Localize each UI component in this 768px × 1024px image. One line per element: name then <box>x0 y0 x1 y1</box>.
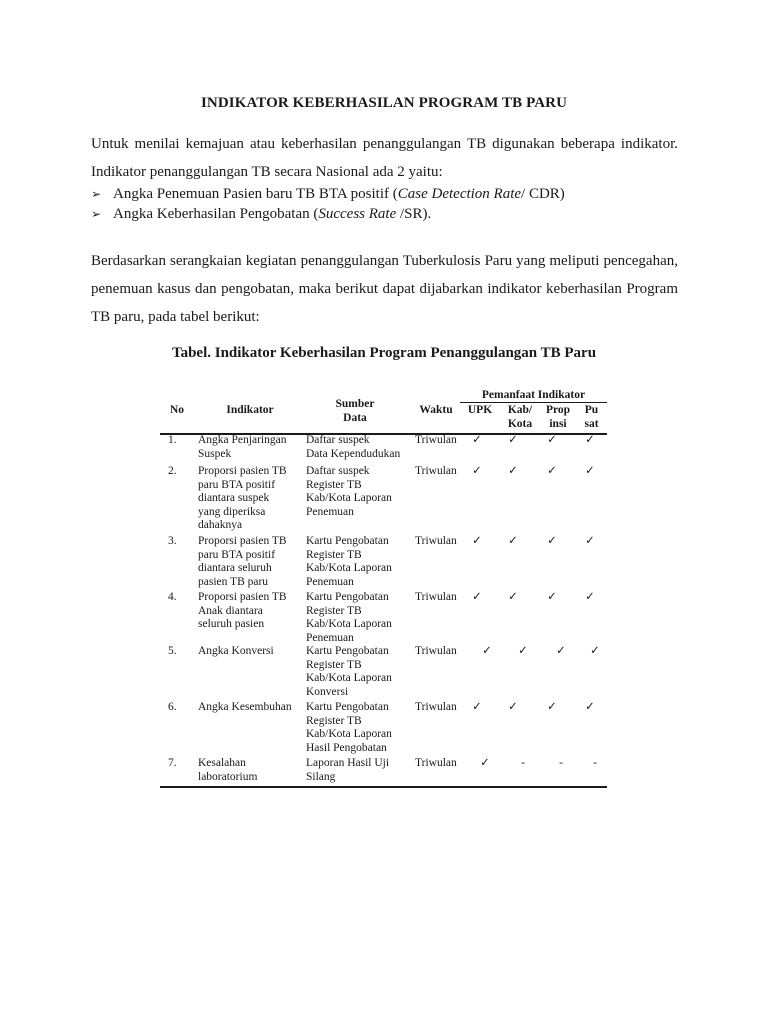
header-propinsi <box>540 404 576 431</box>
dash-mark: - <box>593 757 597 769</box>
header-line: Sumber <box>335 398 375 410</box>
check-icon: ✓ <box>547 434 557 446</box>
cell-no: 5. <box>168 645 177 657</box>
cell-line: Kab/Kota Laporan <box>306 562 392 575</box>
cell-indikator <box>198 465 308 533</box>
cell-line: Konversi <box>306 685 349 698</box>
cell-line: Kab/Kota Laporan <box>306 672 392 685</box>
cell-line: paru BTA positif <box>198 478 276 491</box>
cell-waktu: Triwulan <box>415 701 457 713</box>
paragraph-line: TB paru, pada tabel berikut: <box>91 309 260 325</box>
cell-line: seluruh pasien <box>198 618 265 631</box>
document-title: INDIKATOR KEBERHASILAN PROGRAM TB PARU <box>200 95 568 111</box>
check-icon: ✓ <box>585 434 595 446</box>
cell-line: Kartu Pengobatan <box>306 535 389 547</box>
cell-no: 6. <box>168 701 177 713</box>
check-icon: ✓ <box>508 701 518 713</box>
cell-waktu: Triwulan <box>415 535 457 547</box>
cell-line: Angka Penjaringan <box>198 434 287 446</box>
cell-line: Penemuan <box>306 505 354 518</box>
cell-waktu: Triwulan <box>415 591 457 603</box>
cell-no: 7. <box>168 757 177 769</box>
bottom-rule <box>160 786 607 788</box>
check-icon: ✓ <box>472 701 482 713</box>
cell-line: Daftar suspek <box>306 465 370 477</box>
cell-line: laboratorium <box>198 770 258 783</box>
check-icon: ✓ <box>518 645 528 657</box>
check-icon: ✓ <box>508 434 518 446</box>
cell-line: Penemuan <box>306 631 354 644</box>
list-item <box>91 204 565 224</box>
check-icon: ✓ <box>585 591 595 603</box>
cell-waktu: Triwulan <box>415 465 457 477</box>
paragraph-line: Indikator penanggulangan TB secara Nasional ada 2 yaitu: <box>91 164 443 180</box>
cell-line: diantara suspek <box>198 492 270 505</box>
cell-line: Daftar suspek <box>306 434 370 446</box>
cell-line: Kartu Pengobatan <box>306 701 389 713</box>
cell-line: Kab/Kota Laporan <box>306 618 392 631</box>
check-icon: ✓ <box>472 535 482 547</box>
cell-no: 4. <box>168 591 177 603</box>
cell-indikator <box>198 645 308 659</box>
cell-line: Kartu Pengobatan <box>306 645 389 657</box>
cell-indikator <box>198 535 308 589</box>
cell-indikator <box>198 701 308 715</box>
header-line: Kota <box>507 417 533 430</box>
cell-line: Angka Konversi <box>198 645 274 657</box>
paragraph-line: Berdasarkan serangkaian kegiatan penanggulangan Tuberkulosis Paru yang meliputi pencegahan, <box>91 253 678 269</box>
cell-line: Kab/Kota Laporan <box>306 728 392 741</box>
check-icon: ✓ <box>585 465 595 477</box>
cell-indikator <box>198 591 308 632</box>
cell-no: 1. <box>168 434 177 446</box>
check-icon: ✓ <box>508 535 518 547</box>
cell-line: Register TB <box>306 548 362 561</box>
list-item-text: Angka Keberhasilan Pengobatan ( <box>113 206 319 222</box>
cell-line: Silang <box>306 770 336 783</box>
check-icon: ✓ <box>472 465 482 477</box>
cell-line: Anak diantara <box>198 604 263 617</box>
indicator-list <box>91 184 565 224</box>
header-pusat <box>576 404 607 431</box>
header-line: Prop <box>545 404 571 416</box>
arrow-bullet-icon: ➢ <box>91 207 102 221</box>
check-icon: ✓ <box>472 434 482 446</box>
cell-line: Suspek <box>198 447 232 460</box>
header-subrule <box>460 402 607 403</box>
cell-sumber-data <box>306 645 416 699</box>
cell-sumber-data <box>306 434 416 461</box>
table-caption: Tabel. Indikator Keberhasilan Program Penanggulangan TB Paru <box>171 345 597 361</box>
cell-line: Proporsi pasien TB <box>198 535 287 547</box>
header-sumber-data <box>310 398 400 425</box>
cell-line: dahaknya <box>198 519 243 532</box>
header-line: insi <box>549 417 567 430</box>
check-icon: ✓ <box>547 535 557 547</box>
cell-line: Kartu Pengobatan <box>306 591 389 603</box>
list-item-text: /SR). <box>396 206 432 222</box>
cell-no: 3. <box>168 535 177 547</box>
header-upk: UPK <box>467 404 493 416</box>
cell-line: Proporsi pasien TB <box>198 591 287 603</box>
check-icon: ✓ <box>556 645 566 657</box>
cell-sumber-data <box>306 701 416 755</box>
cell-line: yang diperiksa <box>198 505 266 518</box>
header-line: sat <box>584 417 599 430</box>
cell-waktu: Triwulan <box>415 434 457 446</box>
check-icon: ✓ <box>547 591 557 603</box>
list-item-text: Angka Penemuan Pasien baru TB BTA positif ( <box>113 186 398 202</box>
cell-line: Angka Kesembuhan <box>198 701 292 713</box>
paragraph-line: penemuan kasus dan pengobatan, maka berikut dapat dijabarkan indikator keberhasilan Program <box>91 281 678 297</box>
check-icon: ✓ <box>480 757 490 769</box>
header-pemanfaat: Pemanfaat Indikator <box>481 389 586 401</box>
header-indikator: Indikator <box>226 404 274 416</box>
header-kab-kota <box>500 404 540 431</box>
check-icon: ✓ <box>482 645 492 657</box>
cell-indikator <box>198 434 308 461</box>
cell-line: Kab/Kota Laporan <box>306 492 392 505</box>
list-item-italic: Case Detection Rate <box>397 186 522 202</box>
header-no: No <box>169 404 185 416</box>
cell-waktu: Triwulan <box>415 757 457 769</box>
dash-mark: - <box>559 757 563 769</box>
header-line: Pu <box>584 404 599 416</box>
cell-sumber-data <box>306 465 416 519</box>
cell-line: pasien TB paru <box>198 575 269 588</box>
dash-mark: - <box>521 757 525 769</box>
check-icon: ✓ <box>547 465 557 477</box>
cell-sumber-data <box>306 591 416 645</box>
arrow-bullet-icon: ➢ <box>91 187 102 201</box>
cell-sumber-data <box>306 757 416 784</box>
list-item <box>91 184 565 204</box>
check-icon: ✓ <box>508 465 518 477</box>
cell-line: Penemuan <box>306 575 354 588</box>
cell-line: diantara seluruh <box>198 562 272 575</box>
cell-line: Laporan Hasil Uji <box>306 757 390 769</box>
check-icon: ✓ <box>585 535 595 547</box>
list-item-text: / CDR) <box>521 186 565 202</box>
body-paragraph <box>91 247 678 331</box>
cell-sumber-data <box>306 535 416 589</box>
check-icon: ✓ <box>547 701 557 713</box>
cell-line: Register TB <box>306 478 362 491</box>
header-waktu: Waktu <box>419 404 453 416</box>
check-icon: ✓ <box>472 591 482 603</box>
cell-line: Register TB <box>306 714 362 727</box>
paragraph-line: Untuk menilai kemajuan atau keberhasilan penanggulangan TB digunakan beberapa indikator. <box>91 136 678 152</box>
cell-line: Register TB <box>306 658 362 671</box>
list-item-italic: Success Rate <box>318 206 397 222</box>
header-line: Kab/ <box>507 404 533 416</box>
check-icon: ✓ <box>590 645 600 657</box>
intro-paragraph <box>91 130 678 186</box>
cell-line: Data Kependudukan <box>306 447 401 460</box>
cell-indikator <box>198 757 308 784</box>
cell-line: Proporsi pasien TB <box>198 465 287 477</box>
cell-line: Kesalahan <box>198 757 246 769</box>
cell-line: Hasil Pengobatan <box>306 741 387 754</box>
cell-no: 2. <box>168 465 177 477</box>
table-header <box>160 385 607 435</box>
check-icon: ✓ <box>585 701 595 713</box>
check-icon: ✓ <box>508 591 518 603</box>
cell-waktu: Triwulan <box>415 645 457 657</box>
header-line: Data <box>343 411 367 424</box>
cell-line: Register TB <box>306 604 362 617</box>
cell-line: paru BTA positif <box>198 548 276 561</box>
